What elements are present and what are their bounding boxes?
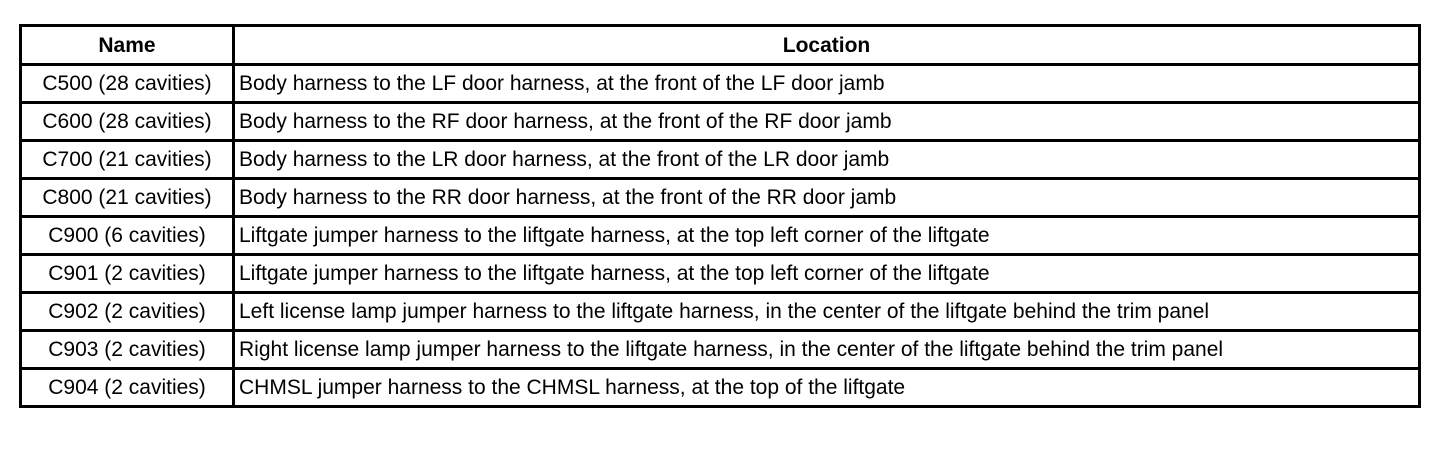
connector-location-cell: Liftgate jumper harness to the liftgate harness, at the top left corner of the liftgate bbox=[234, 217, 1420, 255]
connector-location-cell: CHMSL jumper harness to the CHMSL harness, at the top of the liftgate bbox=[234, 369, 1420, 407]
connector-location-cell: Body harness to the LF door harness, at the front of the LF door jamb bbox=[234, 65, 1420, 103]
column-header-location: Location bbox=[234, 26, 1420, 65]
connector-location-table bbox=[19, 24, 1421, 408]
table-row bbox=[21, 141, 1420, 179]
table-row bbox=[21, 369, 1420, 407]
connector-name-cell: C903 (2 cavities) bbox=[21, 331, 234, 369]
connector-location-cell: Right license lamp jumper harness to the liftgate harness, in the center of the liftgate behind the trim panel bbox=[234, 331, 1420, 369]
table-row bbox=[21, 293, 1420, 331]
connector-name-cell: C700 (21 cavities) bbox=[21, 141, 234, 179]
table-row bbox=[21, 255, 1420, 293]
connector-table-container bbox=[19, 24, 1418, 408]
connector-name-cell: C901 (2 cavities) bbox=[21, 255, 234, 293]
connector-name-cell: C600 (28 cavities) bbox=[21, 103, 234, 141]
column-header-name: Name bbox=[21, 26, 234, 65]
connector-name-cell: C800 (21 cavities) bbox=[21, 179, 234, 217]
connector-location-cell: Body harness to the RR door harness, at the front of the RR door jamb bbox=[234, 179, 1420, 217]
connector-location-cell: Liftgate jumper harness to the liftgate harness, at the top left corner of the liftgate bbox=[234, 255, 1420, 293]
table-row bbox=[21, 103, 1420, 141]
connector-location-cell: Body harness to the LR door harness, at the front of the LR door jamb bbox=[234, 141, 1420, 179]
connector-location-cell: Body harness to the RF door harness, at the front of the RF door jamb bbox=[234, 103, 1420, 141]
table-row bbox=[21, 217, 1420, 255]
table-row bbox=[21, 331, 1420, 369]
table-header-row bbox=[21, 26, 1420, 65]
connector-name-cell: C900 (6 cavities) bbox=[21, 217, 234, 255]
connector-name-cell: C904 (2 cavities) bbox=[21, 369, 234, 407]
connector-name-cell: C500 (28 cavities) bbox=[21, 65, 234, 103]
connector-location-cell: Left license lamp jumper harness to the liftgate harness, in the center of the liftgate behind the trim panel bbox=[234, 293, 1420, 331]
table-row bbox=[21, 65, 1420, 103]
connector-name-cell: C902 (2 cavities) bbox=[21, 293, 234, 331]
table-row bbox=[21, 179, 1420, 217]
